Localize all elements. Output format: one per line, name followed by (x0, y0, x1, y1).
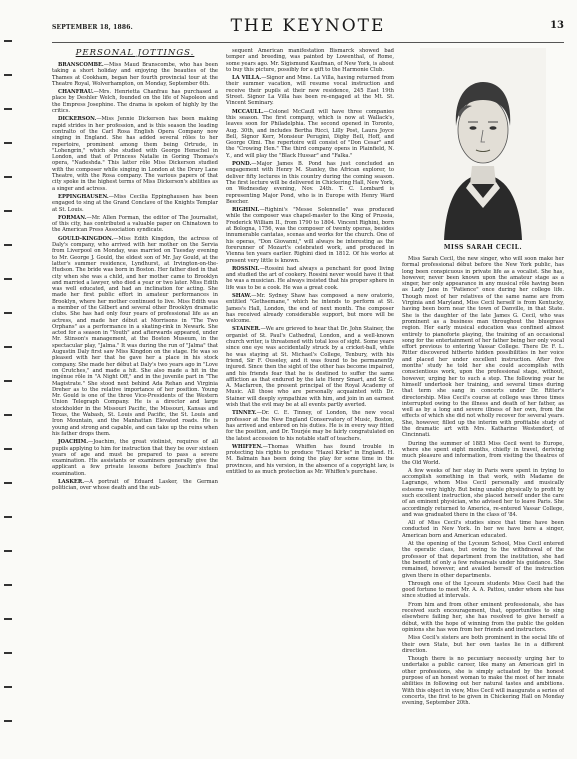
entry-name: GOULD-KINGDON. (58, 235, 114, 242)
entry-text: —Miss Jennie Dickerson has been making rapid strides in her profession, and is this season the leading contralto of the Carl Rosa English Opera Company now singing in England. She has added several rôles to her repertoire, prominent among them being Ortrude, in "Lohengrin," which she studied with George Henschel in London, and that of Princess Natalie in Goring Thomas's opera, "Nadeshda." This latter rôle Miss Dickerson studied with the composer while singing in London at the Drury Lane Theatre, with the Rosa company. The various papers of that city spoke in the highest terms of Miss Dickerson's abilities as a singer and actress. (52, 116, 218, 192)
entry-name: EPPINGHAUSEN. (58, 193, 109, 200)
paragraph (402, 541, 564, 579)
paragraph (226, 161, 394, 205)
portrait-caption: MISS SARAH CECIL. (443, 244, 523, 251)
binding-mark (4, 618, 12, 620)
binding-mark (4, 312, 12, 314)
page-header (52, 16, 564, 40)
paragraph (52, 439, 218, 477)
column-2 (226, 48, 394, 752)
column-1-paragraphs (52, 62, 218, 492)
entry-name: POND. (232, 161, 252, 168)
entry-text: —Signor and Mme. La Villa, having returned from their summer vacation, will resume vocal instruction and receive their pupils at their new residence, 245 East 19th Street. Signor La Villa has been re-engaged at the Mt. St. Vincent Seminary. (226, 75, 394, 107)
entry-text: —Rossini had always a penchant for good living and studied the art of cookery. Rossini never would have it that he was a musician. He always insisted that his proper sphere in life was to be a cook. He was a great cook. (226, 265, 394, 291)
paragraph (226, 109, 394, 159)
binding-mark (4, 380, 12, 382)
entry-text: —We are grieved to hear that Dr. John Stainer, the organist of St. Paul's Cathedral, London, and a well-known church writer, is threatened with total loss of sight. Some years since one eye was accidentally struck by a cricket-ball, while he was staying at St. Michael's College, Tenbury, with his friend, Sir F. Ouseley, and it was found to be permanently injured. Since then the sight of the other has become impaired, and his friends fear that he is destined to suffer the same affliction as that endured by the late Henry Smart, and Sir G. A. Macfarren, the present principal of the Royal Academy of Music. All those who are personally acquainted with Dr. Stainer will deeply sympathize with him, and join in an earnest wish that the evil may be at all events partly averted. (226, 326, 394, 409)
paragraph (52, 62, 218, 87)
entry-name: STAINER. (232, 326, 261, 333)
entry-text: —Miss Cecilia Eppinghausen has been engaged to sing at the Grand Conclave of the Knights Templar at St. Louis. (52, 193, 218, 213)
column-2-paragraphs (226, 48, 394, 475)
binding-mark (4, 210, 12, 212)
entry-text: —Mr. Allen Forman, the editor of The Journalist, of this city, has contributed a valuable paper on Chinatown to the American Press Association syndicate. (52, 214, 218, 234)
binding-mark (4, 346, 12, 348)
entry-text: At the opening of the Lyceum School, Miss Cecil entered the operatic class, but owing to the withdrawal of the professor of that department from the institution, she had the benefit of only a few rehearsals under his guidance. She remained, however, and availed herself of the instruction given there in other departments. (402, 541, 564, 579)
entry-text: —Mrs. Henrietta Chanfrau has purchased a place by Deshler Welch, founded on the life of Napoleon and the Empress Josephine. The drama is spoken of highly by the critics. (52, 89, 218, 115)
binding-mark (4, 584, 12, 586)
entry-text: Miss Sarah Cecil, the new singer, who will soon make her formal professional début before the New York public, has long been conspicuous in private life as a vocalist. She has, however, never been known upon the amateur stage as a singer, her only appearance in any musical rôle having been as Lady Jane in "Patience" once during her college life. Though most of her relatives of the same name are from Virginia and Maryland, Miss Cecil herself is from Kentucky, having been born near the town of Danville, in that State. She is the daughter of the late James G. Cecil, who was prominent as a business man throughout the bluegrass region. Her early musical education was confined almost entirely to pianoforte playing, the training of an occasional song for the entertainment of her father being her only vocal effort previous to entering Vassar College. There Dr. F. L. Ritter discovered hitherto hidden possibilities in her voice and placed her under excellent instruction. After five months' study he told her she could accomplish with conscientious work, upon the professional stage, without, however, urging her to such a step. The following year he himself undertook her training, and several times during that term she sang in concerts under Dr. Ritter's directorship. Miss Cecil's course at college was three times interrupted owing to the illness and death of her father, as well as by a long and severe illness of her own, from the effects of which she did not wholly recover for several years. She, however, filled up the interim with profitable study of the dramatic art with Mrs. Katharine Westendorf, of Cincinnati. (402, 256, 564, 439)
entry-name: TINNEY. (232, 410, 257, 417)
binding-mark (4, 414, 12, 416)
entry-text: —Thomas Whiffen has found trouble in protecting his rights to produce "Hazel Kirke" in England. H. M. Balmain has been doing the play for some time in the provinces, and his version, in the absence of a copyright law, is entitled to as much protection as Mr. Whiffen's purchase. (226, 443, 394, 475)
binding-edge (0, 0, 20, 759)
binding-mark (4, 652, 12, 654)
binding-mark (4, 686, 12, 688)
column-1 (52, 48, 218, 752)
entry-name: MCCAULL. (232, 108, 264, 115)
binding-mark (4, 482, 12, 484)
entry-text: —A portrait of Eduard Lasker, the German politician, over whose death and the sub- (52, 479, 218, 492)
binding-mark (4, 720, 12, 722)
paragraph (226, 444, 394, 475)
entry-name: RIGHINI. (232, 207, 260, 214)
issue-date: SEPTEMBER 18, 1886. (52, 24, 133, 31)
entry-name: WHIFFEN. (232, 443, 263, 450)
section-title: PERSONAL JOTTINGS. (75, 48, 195, 58)
binding-mark (4, 176, 12, 178)
paragraph (226, 266, 394, 291)
portrait-engraving (420, 48, 546, 240)
paragraph (52, 89, 218, 114)
paragraph (402, 468, 564, 518)
entry-text: —Mr. Sydney Shaw has composed a new oratorio, entitled "Gethsemane," which he intends to perform at St. James's Hall, London, the end of next month. The composer has received already considerable support, but more will be welcome. (226, 292, 394, 325)
entry-name: JOACHIM. (58, 439, 89, 446)
paragraph (402, 520, 564, 539)
binding-mark (4, 550, 12, 552)
paragraph (52, 116, 218, 192)
binding-mark (4, 278, 12, 280)
binding-mark (4, 40, 12, 42)
paragraph (52, 215, 218, 234)
entry-text: —Dr. C. E. Tinney, of London, the new vocal professor at the New England Conservatory of Music, Boston, has arrived and entered on his duties. He is in every way fitted for the position, and Dr. Tourjée may be fairly congratulated on the latest accession to his notable staff of teachers. (226, 410, 394, 442)
entry-text: —Miss Edith Kingdon, the actress of Daly's company, who arrived with her mother on the Servia from Liverpool on Monday, was married on Tuesday evening to Mr. George J. Gould, the eldest son of Mr. Jay Gould, at the latter's summer residence, Lyndhurst, at Irvington-on-the-Hudson. The bride was born in Boston. Her father died in that city when she was a child, and her mother came to Brooklyn and married a lawyer, who died a year or two later. Miss Edith was well educated, and had an inclination for acting. She made her first public effort in amateur performances in Brooklyn, where her mother continued to live. Miss Edith was a member of the Gilbert and several other Brooklyn dramatic clubs. She has had only four years of professional life as an actress, and made her début at Morrisons in "The Two Orphans" as a performance in a skating-rink in Newark. She acted for a season in "Youth" and afterwards appeared, under Mr. Stinson's management, at the Boston Museum, in the spectacular play, "Jalma." It was during the run of "Jalma" that Augustin Daly first saw Miss Kingdon on the stage. He was so pleased with her that he gave her a place in his stock company. She made her début at Daly's two years ago in "Love on Crutches," and made a hit. She also made a hit in the ingénue rôle in "A Night Off," and in the juvenile part in "The Magistrate." She stood next behind Ada Rehan and Virginia Dreher as to the relative importance of her position. Young Mr. Gould is one of the three Vice-Presidents of the Western Union Telegraph Company. He is a director and large stockholder in the Missouri Pacific, the Missouri, Kansas and Texas, the Wabash, St. Louis and Pacific, the St. Louis and Iron Mountain, and the Manhattan Elevated roads. He is young and strong and capable, and can take up the reins when his father drops them. (52, 235, 218, 437)
entry-text: —Major James B. Pond has just concluded an engagement with Henry M. Stanley, the African explorer, to deliver fifty lectures in this country during the coming season. The first lecture will be delivered in Chickering Hall, New York, on Wednesday evening, Nov. 24th. T. C. Lombard is representing Major Pond, who is in Europe with Henry Ward Beecher. (226, 161, 394, 205)
binding-mark (4, 74, 12, 76)
page-number: 13 (550, 20, 564, 31)
paragraph (226, 207, 394, 264)
entry-name: DICKERSON. (58, 116, 97, 123)
paragraph (226, 48, 394, 73)
entry-name: LA VILLA. (232, 75, 262, 82)
entry-name: SHAW. (232, 292, 252, 299)
paragraph (402, 441, 564, 466)
binding-mark (4, 244, 12, 246)
paragraph (402, 602, 564, 633)
entry-name: LASKER. (58, 479, 84, 485)
entry-text: —Miss Maud Branscombe, who has been taking a short holiday and enjoying the beauties of the Thames at Cookham, began her fourth provincial tour at the Theatre Royal, Wolverhampton, on Monday, September 6th. (52, 62, 218, 87)
paragraph (402, 656, 564, 706)
entry-text: —Joachim, the great violinist, requires of all pupils applying to him for instruction that they be over sixteen years of age and must be prepared to pass a severe examination. His assistants or examiners generally give the applicant a few private lessons before Joachim's final examination. (52, 439, 218, 477)
column-3 (402, 48, 564, 752)
entry-name: FORMAN. (58, 214, 87, 221)
paragraph (402, 581, 564, 600)
entry-name: ROSSINI. (232, 265, 260, 272)
paragraph (402, 635, 564, 654)
binding-mark (4, 142, 12, 144)
binding-mark (4, 448, 12, 450)
paragraph (226, 326, 394, 408)
entry-text: sequent American manifestation Bismarck showed bad temper and breeding, was painted by Lowenthal, of Rome, some years ago. Mr. Sigismund Kaufman, of New York, is about to buy this picture, possibly for a gift to the Harmonie Club. (226, 48, 394, 73)
paragraph (402, 256, 564, 439)
paragraph (52, 236, 218, 438)
entry-text: Miss Cecil's sisters are both prominent in the social life of their own State, but her own tastes lie in a different direction. (402, 635, 564, 654)
paragraph (226, 410, 394, 441)
column-3-paragraphs (402, 256, 564, 706)
paragraph (52, 479, 218, 492)
entry-text: —Righini's "Messe Solennelle" was produced while the composer was chapel-master to the King of Prussia, Frederick William II., from 1790 to 1804. Vincent Righini, born at Bologna, 1756, was the composer of twenty operas, besides innumerable cantatas, scenas and works for the church. One of his operas, "Don Giovanni," will always be interesting as the forerunner of Mozart's celebrated work, and produced in Vienna ten years earlier. Righini died in 1812. Of his works at present very little is known. (226, 207, 394, 264)
paragraph (226, 75, 394, 106)
header-rule (52, 42, 564, 43)
entry-text: Through one of the Lyceum students Miss Cecil had the good fortune to meet Mr. A. A. Pattou, under whom she has since studied at intervals. (402, 580, 564, 600)
masthead-title: THE KEYNOTE (230, 16, 386, 36)
entry-text: —Colonel McCaull will have three companies this season. The first company, which is now at Wallack's, leaves soon for Philadelphia. The second opened in Toronto, Aug. 30th, and includes Bertha Ricci, Lilly Post, Laura Joyce Bell, Signor Kerr, Monsieur Perugini, Digby Bell, Hoff, and George Olmi. The repertoire will consist of "Don Cesar" and the "Crowing Hen." The third company opens in Plainfield, N. Y., and will play the "Black Hussar" and "Falka." (226, 108, 394, 159)
entry-text: From him and from other eminent professionals, she has received such encouragement, that, opportunities to sing elsewhere failing her, she has resolved to give herself a début, with the hope of winning from the public the golden opinions she has won from her friends and instructors. (402, 601, 564, 633)
entry-text: During the summer of 1883 Miss Cecil went to Europe, where she spent eight months, chiefly in travel, deriving much pleasure and information, from visiting the theatres of the Old World. (402, 440, 564, 466)
entry-name: CHANFRAU. (58, 89, 94, 96)
entry-text: Though there is no pecuniary necessity urging her to undertake a public career, like many an American girl in other professions, she is simply actuated by the honest purpose of an honest woman to make the most of her innate abilities in following out her natural tastes and ambitions. With this object in view, Miss Cecil will inaugurate a series of concerts, the first to be given in Chickering Hall on Monday evening, September 20th. (402, 656, 564, 707)
entry-text: A few weeks of her stay in Paris were spent in trying to accomplish something in that work, with Madame de Lagrange, whom Miss Cecil personally and musically esteems very highly. But being unable physically to profit by such excellent instruction, she placed herself under the care of an eminent physician, who advised her to leave Paris. She accordingly returned to America, re-entered Vassar College, and was graduated there in the class of '84. (402, 467, 564, 518)
entry-text: All of Miss Cecil's studies since that time have been conducted in New York. In her we have here a singer, American born and American educated. (402, 520, 564, 539)
binding-mark (4, 108, 12, 110)
binding-mark (4, 516, 12, 518)
paragraph (226, 293, 394, 324)
paragraph (52, 194, 218, 213)
entry-name: BRANSCOMBE. (58, 62, 104, 68)
